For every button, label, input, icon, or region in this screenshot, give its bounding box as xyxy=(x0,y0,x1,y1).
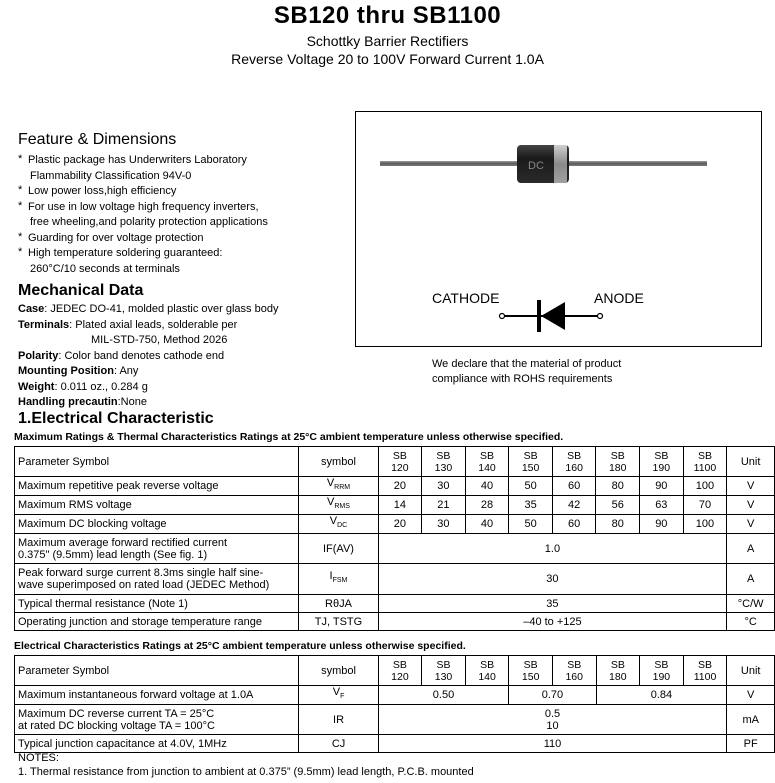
unit-header: Unit xyxy=(727,447,775,477)
cathode-band xyxy=(554,145,567,183)
case-value: : JEDEC DO-41, molded plastic over glass body xyxy=(44,303,279,315)
table-row-vdc: Maximum DC blocking voltage $V_{DC}$ 20 30 40 50 60 80 90 100 V xyxy=(15,515,775,534)
part-header: SB 1100 xyxy=(683,656,727,686)
page-title: SB120 thru SB1100 xyxy=(273,2,502,29)
note-item: 1. Thermal resistance from junction to ambient at 0.375” (9.5mm) lead length, P.C.B. mounted xyxy=(18,766,474,778)
features-list xyxy=(18,153,268,277)
diode-illustration xyxy=(356,112,761,346)
handling-value: :None xyxy=(117,396,147,408)
polarity-value: : Color band denotes cathode end xyxy=(58,349,225,362)
part-header: SB 120 xyxy=(378,656,422,686)
electrical-table xyxy=(14,655,775,753)
polarity-key: Polarity xyxy=(18,349,59,362)
table2-caption: Electrical Characteristics Ratings at 25°C ambient temperature unless otherwise specified. xyxy=(14,640,466,652)
part-header: SB 160 xyxy=(552,447,596,477)
part-header: SB 140 xyxy=(465,656,509,686)
page-subtitle-ratings: Reverse Voltage 20 to 100V Forward Current 1.0A xyxy=(231,51,544,67)
rohs-statement: We declare that the material of product compliance with ROHS requirements xyxy=(432,358,622,385)
symbol-header: symbol xyxy=(299,447,378,477)
notes xyxy=(18,751,474,779)
part-header: SB 120 xyxy=(378,447,422,477)
feature-item-cont: Flammability Classification 94V-0 xyxy=(30,169,192,182)
table-row-ir: Maximum DC reverse current TA = 25°C at rated DC blocking voltage TA = 100°C IR 0.5 10 mA xyxy=(15,705,775,735)
part-header: SB 180 xyxy=(596,656,640,686)
feature-item: * For use in low voltage high frequency inverters, xyxy=(18,200,268,216)
weight-value: : 0.011 oz., 0.284 g xyxy=(54,380,148,393)
cathode-label: CATHODE xyxy=(432,290,500,306)
weight-key: Weight xyxy=(18,380,55,393)
part-header: SB 180 xyxy=(596,447,640,477)
page-subtitle: Schottky Barrier Rectifiers xyxy=(306,33,469,49)
mounting-value: : Any xyxy=(113,365,139,377)
handling-key: Handling precautin xyxy=(18,396,118,408)
part-header: SB 130 xyxy=(422,447,466,477)
section-heading: 1.Electrical Characteristic xyxy=(18,410,214,427)
terminals-value: : Plated axial leads, solderable per xyxy=(69,318,238,331)
table-row-ifav: Maximum average forward rectified current 0.375" (9.5mm) lead length (See fig. 1) IF(AV) 1.0 A xyxy=(15,534,775,564)
table-row-temp: Operating junction and storage temperature range TJ, TSTG –40 to +125 °C xyxy=(15,613,775,631)
part-header: SB 160 xyxy=(552,656,596,686)
mechanical-heading: Mechanical Data xyxy=(18,282,144,299)
anode-label: ANODE xyxy=(594,290,644,306)
table-row-cj: Typical junction capacitance at 4.0V, 1MHz CJ 110 PF xyxy=(15,735,775,753)
feature-item: * Plastic package has Underwriters Laboratory xyxy=(18,153,268,169)
part-header: SB 190 xyxy=(640,656,684,686)
param-header: Parameter Symbol xyxy=(15,447,299,477)
diode-symbol xyxy=(500,300,603,332)
table-header-row xyxy=(15,447,775,477)
part-header: SB 130 xyxy=(422,656,466,686)
body-marking: DC xyxy=(528,160,544,172)
feature-item: * Guarding for over voltage protection xyxy=(18,231,268,247)
features-heading: Feature & Dimensions xyxy=(18,131,177,148)
table-row-ifsm: Peak forward surge current 8.3ms single half sine- wave superimposed on rated load (JEDEC Method) $I_{FSM}$ 30 A xyxy=(15,564,775,595)
part-header: SB 150 xyxy=(509,447,553,477)
notes-heading: NOTES: xyxy=(18,752,59,764)
table-row-rth: Typical thermal resistance (Note 1) RθJA 35 °C/W xyxy=(15,595,775,613)
feature-item-cont: free wheeling,and polarity protection applications xyxy=(30,216,268,228)
diode-image-box xyxy=(355,111,762,347)
table-row-vrms: Maximum RMS voltage $V_{RMS}$ 14 21 28 35 42 56 63 70 V xyxy=(15,496,775,515)
table1-caption: Maximum Ratings & Thermal Characteristics Ratings at 25°C ambient temperature unless otherwise specified. xyxy=(14,431,564,443)
part-header: SB 150 xyxy=(509,656,553,686)
table-header-row: Parameter Symbol symbol SB 120 SB 130 SB 140 SB 150 SB 160 SB 180 SB 190 SB 1100 Unit xyxy=(15,656,775,686)
feature-item: * High temperature soldering guaranteed: xyxy=(18,246,268,262)
mounting-key: Mounting Position xyxy=(18,365,114,377)
feature-item: * Low power loss,high efficiency xyxy=(18,184,268,200)
part-header: SB 140 xyxy=(465,447,509,477)
table-row-vrrm: Maximum repetitive peak reverse voltage $V_{RRM}$ 20 30 40 50 60 80 90 100 V xyxy=(15,477,775,496)
terminals-value-cont: MIL-STD-750, Method 2026 xyxy=(91,334,228,346)
part-header: SB 190 xyxy=(640,447,684,477)
case-key: Case xyxy=(18,303,45,315)
feature-item-cont: 260°C/10 seconds at terminals xyxy=(30,262,180,275)
terminals-key: Terminals xyxy=(18,318,70,331)
table-row-vf: Maximum instantaneous forward voltage at 1.0A $V_F$ 0.50 0.70 0.84 V xyxy=(15,686,775,705)
max-ratings-table xyxy=(14,446,775,631)
part-header: SB 1100 xyxy=(683,447,727,477)
mechanical-data xyxy=(18,302,278,411)
